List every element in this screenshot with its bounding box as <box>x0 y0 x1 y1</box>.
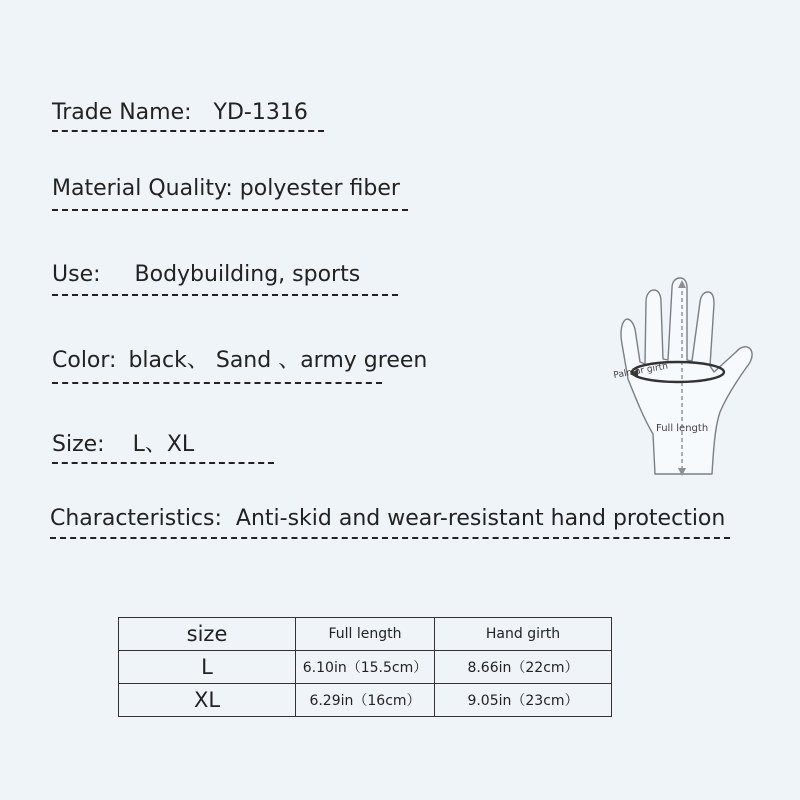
header-size: size <box>119 618 296 651</box>
color-label: Color: <box>52 348 117 373</box>
cell-full-length: 6.10in（15.5cm） <box>296 651 435 684</box>
cell-hand-girth: 8.66in（22cm） <box>435 651 612 684</box>
color-row <box>52 348 427 374</box>
full-length-label: Full length <box>656 423 709 434</box>
table-row <box>119 651 612 684</box>
size-value: L、XL <box>132 432 195 457</box>
dashed-underline <box>52 382 382 384</box>
dashed-underline <box>52 294 398 296</box>
material-value: polyester fiber <box>239 176 400 201</box>
table-row <box>119 684 612 717</box>
material-label: Material Quality: <box>52 176 233 201</box>
cell-size: L <box>119 651 296 684</box>
trade-name-label: Trade Name: <box>52 100 192 125</box>
table-header-row <box>119 618 612 651</box>
characteristics-value: Anti-skid and wear-resistant hand protection <box>235 506 726 531</box>
characteristics-label: Characteristics: <box>50 506 222 531</box>
use-row <box>52 262 360 288</box>
size-table <box>118 617 612 717</box>
size-label: Size: <box>52 432 105 457</box>
cell-size: XL <box>119 684 296 717</box>
header-full-length: Full length <box>296 618 435 651</box>
color-value: black、 Sand 、army green <box>128 348 428 373</box>
hand-measurement-diagram <box>600 274 776 484</box>
use-label: Use: <box>52 262 101 287</box>
dashed-underline <box>52 130 324 132</box>
dashed-underline <box>50 537 730 539</box>
header-hand-girth: Hand girth <box>435 618 612 651</box>
material-row <box>52 176 400 202</box>
cell-hand-girth: 9.05in（23cm） <box>435 684 612 717</box>
characteristics-row <box>50 506 725 532</box>
trade-name-value: YD-1316 <box>213 100 308 125</box>
size-row <box>52 432 194 458</box>
use-value: Bodybuilding, sports <box>134 262 361 287</box>
dashed-underline <box>52 209 408 211</box>
dashed-underline <box>52 462 274 464</box>
palmar-girth-label: Palmar girth <box>612 361 669 381</box>
trade-name-row <box>52 100 308 126</box>
cell-full-length: 6.29in（16cm） <box>296 684 435 717</box>
